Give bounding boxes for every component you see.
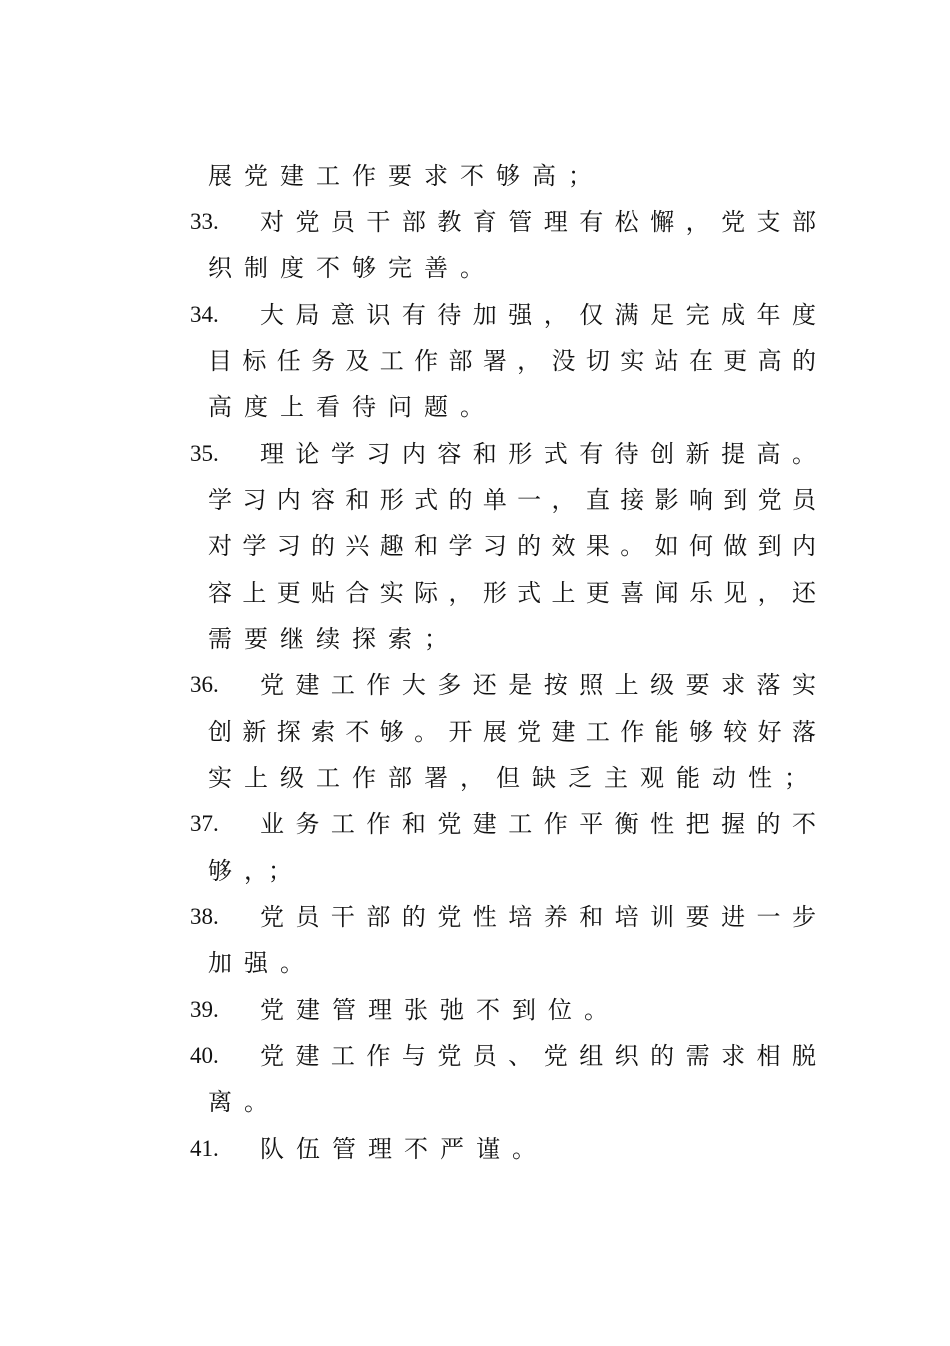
list-item-36 xyxy=(0,662,950,708)
line-text: 容上更贴合实际，形式上更喜闻乐见，还 xyxy=(208,579,816,607)
line-text: 大局意识有待加强，仅满足完成年度 xyxy=(260,301,816,329)
item-number: 35. xyxy=(190,441,219,466)
line-text: 党建管理张弛不到位。 xyxy=(260,996,620,1024)
text-line xyxy=(0,477,950,523)
line-text: 实上级工作部署，但缺乏主观能动性； xyxy=(208,764,820,792)
line-text: 党建工作大多还是按照上级要求落实 xyxy=(260,671,816,699)
line-text: 业务工作和党建工作平衡性把握的不 xyxy=(260,810,816,838)
item-number: 34. xyxy=(190,302,219,327)
line-text: 展党建工作要求不够高； xyxy=(208,162,604,190)
text-line xyxy=(0,709,950,755)
list-item-38 xyxy=(0,894,950,940)
item-number: 38. xyxy=(190,904,219,929)
list-item-33 xyxy=(0,199,950,245)
line-text: 党员干部的党性培养和培训要进一步 xyxy=(260,903,816,931)
line-text: 加强。 xyxy=(208,949,316,977)
text-line xyxy=(0,1079,950,1125)
line-text: 织制度不够完善。 xyxy=(208,254,496,282)
item-number: 37. xyxy=(190,811,219,836)
item-number: 41. xyxy=(190,1136,219,1161)
text-line xyxy=(0,245,950,291)
text-line xyxy=(0,940,950,986)
line-text: 离。 xyxy=(208,1088,280,1116)
text-line xyxy=(0,384,950,430)
line-text: 对学习的兴趣和学习的效果。如何做到内 xyxy=(208,532,816,560)
line-text: 需要继续探索； xyxy=(208,625,460,653)
list-item-40 xyxy=(0,1033,950,1079)
list-item-39 xyxy=(0,987,950,1033)
line-text: 目标任务及工作部署，没切实站在更高的 xyxy=(208,347,816,375)
line-text: 理论学习内容和形式有待创新提高。 xyxy=(260,440,816,468)
item-number: 39. xyxy=(190,997,219,1022)
list-item-34 xyxy=(0,292,950,338)
line-text: 创新探索不够。开展党建工作能够较好落 xyxy=(208,718,816,746)
text-line xyxy=(0,616,950,662)
item-number: 40. xyxy=(190,1043,219,1068)
text-line xyxy=(0,848,950,894)
line-text: 高度上看待问题。 xyxy=(208,393,496,421)
line-text: 学习内容和形式的单一，直接影响到党员 xyxy=(208,486,816,514)
text-line xyxy=(0,338,950,384)
line-text: 党建工作与党员、党组织的需求相脱 xyxy=(260,1042,816,1070)
line-text: 够，； xyxy=(208,857,304,885)
item-number: 36. xyxy=(190,672,219,697)
text-line xyxy=(0,523,950,569)
list-item-37 xyxy=(0,801,950,847)
list-item-41 xyxy=(0,1126,950,1172)
list-item-35 xyxy=(0,431,950,477)
text-line xyxy=(0,755,950,801)
line-text: 队伍管理不严谨。 xyxy=(260,1135,548,1163)
item-number: 33. xyxy=(190,209,219,234)
text-line xyxy=(0,153,950,199)
line-text: 对党员干部教育管理有松懈，党支部 xyxy=(260,208,816,236)
text-line xyxy=(0,570,950,616)
